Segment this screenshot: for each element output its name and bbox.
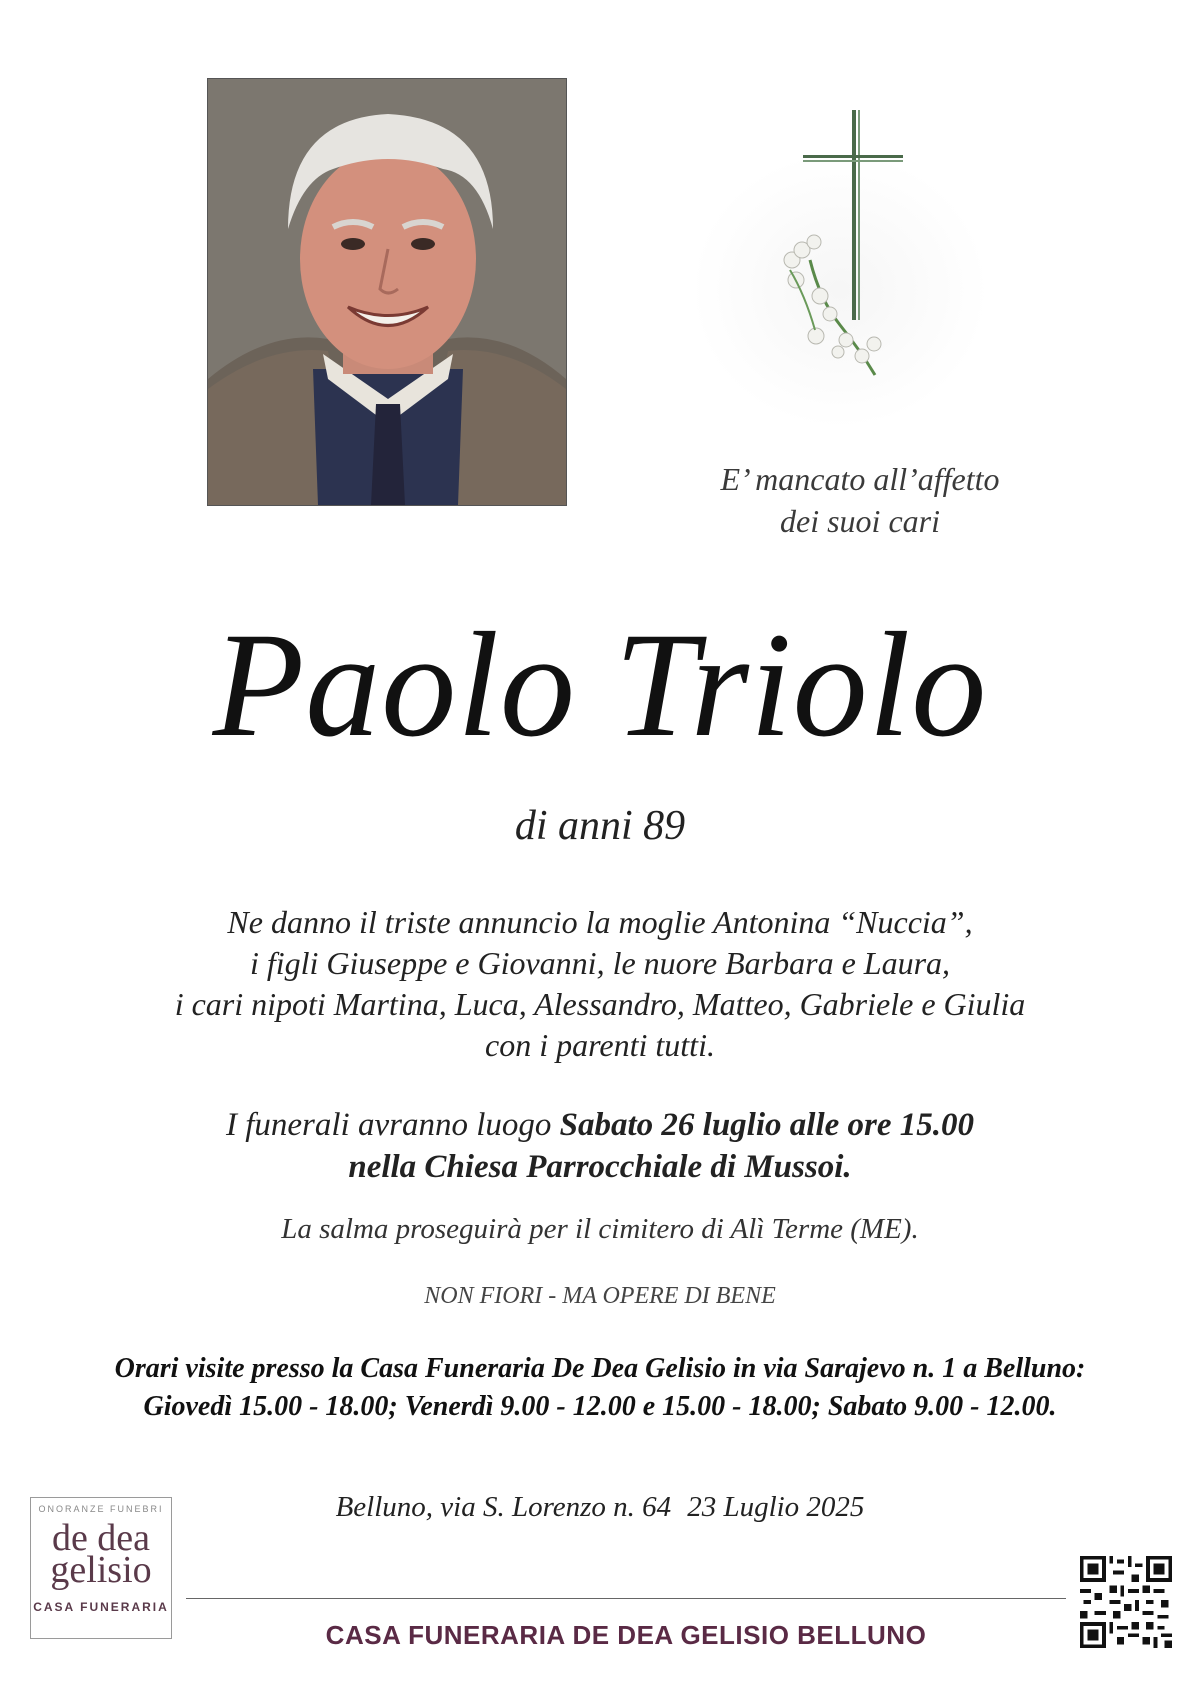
subtitle-line-2: dei suoi cari xyxy=(780,503,940,539)
flowers-note: NON FIORI - MA OPERE DI BENE xyxy=(424,1283,776,1309)
announcement-line: con i parenti tutti. xyxy=(485,1027,715,1063)
funeral-intro: I funerali avranno luogo xyxy=(225,1107,560,1143)
logo-bottom-text: CASA FUNERARIA xyxy=(33,1600,169,1614)
announcement-line: Ne danno il triste annuncio la moglie Antonina “Nuccia”, xyxy=(227,904,973,940)
date: 23 Luglio 2025 xyxy=(687,1491,865,1523)
footer-text: CASA FUNERARIA DE DEA GELISIO BELLUNO xyxy=(325,1620,927,1650)
logo-brand xyxy=(31,1517,171,1591)
visiting-hours xyxy=(20,1350,1180,1426)
portrait-image xyxy=(208,79,566,505)
cross-with-lily-icon xyxy=(770,100,950,400)
burial-note: La salma proseguirà per il cimitero di Alì Terme (ME). xyxy=(281,1213,919,1245)
funeral-where: nella Chiesa Parrocchiale di Mussoi. xyxy=(348,1149,852,1185)
announcement xyxy=(60,902,1140,1066)
logo-brand-line-2: gelisio xyxy=(50,1549,152,1591)
visiting-hours-line-1: Orari visite presso la Casa Funeraria De Dea Gelisio in via Sarajevo n. 1 a Belluno: xyxy=(114,1353,1086,1384)
funeral-when: Sabato 26 luglio alle ore 15.00 xyxy=(559,1107,974,1143)
logo-top-text: ONORANZE FUNEBRI xyxy=(38,1504,164,1514)
place-date xyxy=(0,1488,1200,1526)
announcement-line: i cari nipoti Martina, Luca, Alessandro, Matteo, Gabriele e Giulia xyxy=(174,986,1026,1022)
deceased-age: di anni 89 xyxy=(514,803,686,849)
funeral-home-logo xyxy=(30,1497,172,1639)
footer-divider xyxy=(186,1598,1066,1599)
subtitle xyxy=(640,458,1080,542)
place: Belluno, via S. Lorenzo n. 64 xyxy=(335,1491,672,1523)
qr-code-icon[interactable] xyxy=(1080,1556,1172,1648)
logo-brand-line-1: de dea xyxy=(51,1517,151,1559)
deceased-photo xyxy=(207,78,567,506)
visiting-hours-line-2: Giovedì 15.00 - 18.00; Venerdì 9.00 - 12.00 e 15.00 - 18.00; Sabato 9.00 - 12.00. xyxy=(143,1391,1057,1422)
deceased-name: Paolo Triolo xyxy=(212,602,988,768)
subtitle-line-1: E’ mancato all’affetto xyxy=(720,461,1000,497)
announcement-line: i figli Giuseppe e Giovanni, le nuore Barbara e Laura, xyxy=(249,945,951,981)
funeral-info xyxy=(40,1104,1160,1188)
